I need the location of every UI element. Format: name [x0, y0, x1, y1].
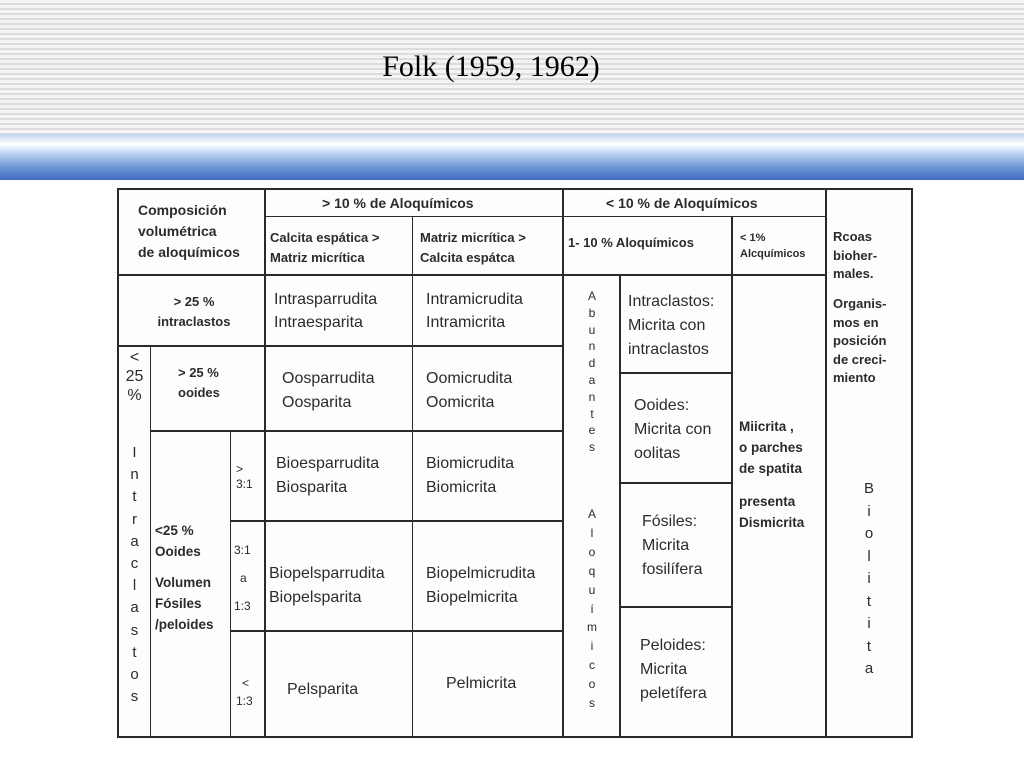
label-intraclastos-vertical: I n t r a c l a s t o s [130, 444, 139, 706]
cell-fosiles-micrita: Fósiles: Micrita fosilífera [642, 513, 703, 578]
cell-pelsparita: Pelsparita [287, 681, 359, 698]
grid-line [562, 188, 564, 738]
grid-line [825, 188, 827, 738]
grid-line [619, 606, 731, 608]
label-lt25-percent: < 25 % [125, 349, 144, 404]
grid-line [117, 274, 825, 276]
grid-line [117, 345, 563, 347]
cell-oosparrudita: Oosparrudita Oosparita [282, 370, 375, 411]
cell-intramicrudita: Intramicrudita Intramicrita [426, 291, 523, 331]
grid-line [230, 630, 563, 632]
header-bioherm: Rcoas bioher- males. Organis- mos en posición de creci- miento [833, 229, 887, 385]
cell-peloides-micrita: Peloides: Micrita peletífera [640, 637, 707, 702]
grid-line [412, 216, 413, 738]
grid-line [264, 188, 266, 738]
header-1-10-aloquimicos: 1- 10 % Aloquímicos [568, 235, 694, 250]
label-biolitita-vertical: B i o l i t i t a [863, 480, 874, 677]
grid-line [150, 345, 151, 738]
grid-line [731, 216, 733, 738]
header-lt10-aloquimicos: < 10 % de Aloquímicos [606, 195, 758, 211]
grid-line [264, 216, 825, 217]
header-composition: Composición volumétrica de aloquímicos [138, 202, 240, 260]
cell-intrasparrudita: Intrasparrudita Intraesparita [274, 291, 378, 331]
cell-pelmicrita: Pelmicrita [446, 675, 517, 692]
grid-line [117, 736, 913, 738]
grid-line [619, 274, 621, 738]
label-abundantes-vertical: A b u n d a n t e s [587, 289, 596, 455]
grid-line [117, 188, 913, 190]
cell-bioesparrudita: Bioesparrudita Biosparita [276, 455, 380, 496]
header-micrite-gt-sparry: Matriz micrítica > Calcita espátca [420, 230, 526, 265]
grid-line [230, 520, 563, 522]
cell-biopelmicrudita: Biopelmicrudita Biopelmicrita [426, 565, 536, 606]
cell-dismicrita: Miicrita , o parches de spatita presenta Dismicrita [739, 419, 805, 530]
header-gt10-aloquimicos: > 10 % de Aloquímicos [322, 195, 474, 211]
label-aloquimicos-vertical: A l o q u í m i c o s [587, 507, 597, 711]
slide-title: Folk (1959, 1962) [382, 50, 600, 83]
header-sparry-gt-micrite: Calcita espática > Matriz micrítica [270, 230, 380, 265]
header-lt1-aloquimicos: < 1% Alcquímicos [740, 232, 806, 260]
grid-line [230, 430, 231, 738]
label-lt25-ooides-volumen: <25 % Ooides Volumen Fósiles /peloides [155, 523, 214, 632]
grid-line [619, 482, 731, 484]
cell-ooides-micrita: Ooides: Micrita con oolitas [634, 397, 712, 462]
grid-line [619, 372, 731, 374]
label-ratio-gt-3-1: > 3:1 [236, 462, 253, 491]
label-ratio-lt-1-3: < 1:3 [236, 676, 253, 708]
label-gt25-ooides: > 25 % ooides [178, 365, 220, 400]
grid-line [911, 188, 913, 738]
folk-classification-table [112, 180, 914, 740]
grid-line [150, 430, 563, 432]
label-ratio-3-1-a-1-3: 3:1 a 1:3 [234, 543, 251, 613]
cell-intraclastos-micrita: Intraclastos: Micrita con intraclastos [628, 293, 715, 358]
header-blue-bar [0, 134, 1024, 180]
label-gt25-intraclastos: > 25 % intraclastos [157, 294, 231, 329]
cell-biomicrudita: Biomicrudita Biomicrita [426, 455, 515, 496]
cell-biopelsparrudita: Biopelsparrudita Biopelsparita [269, 565, 385, 606]
cell-oomicrudita: Oomicrudita Oomicrita [426, 370, 513, 411]
